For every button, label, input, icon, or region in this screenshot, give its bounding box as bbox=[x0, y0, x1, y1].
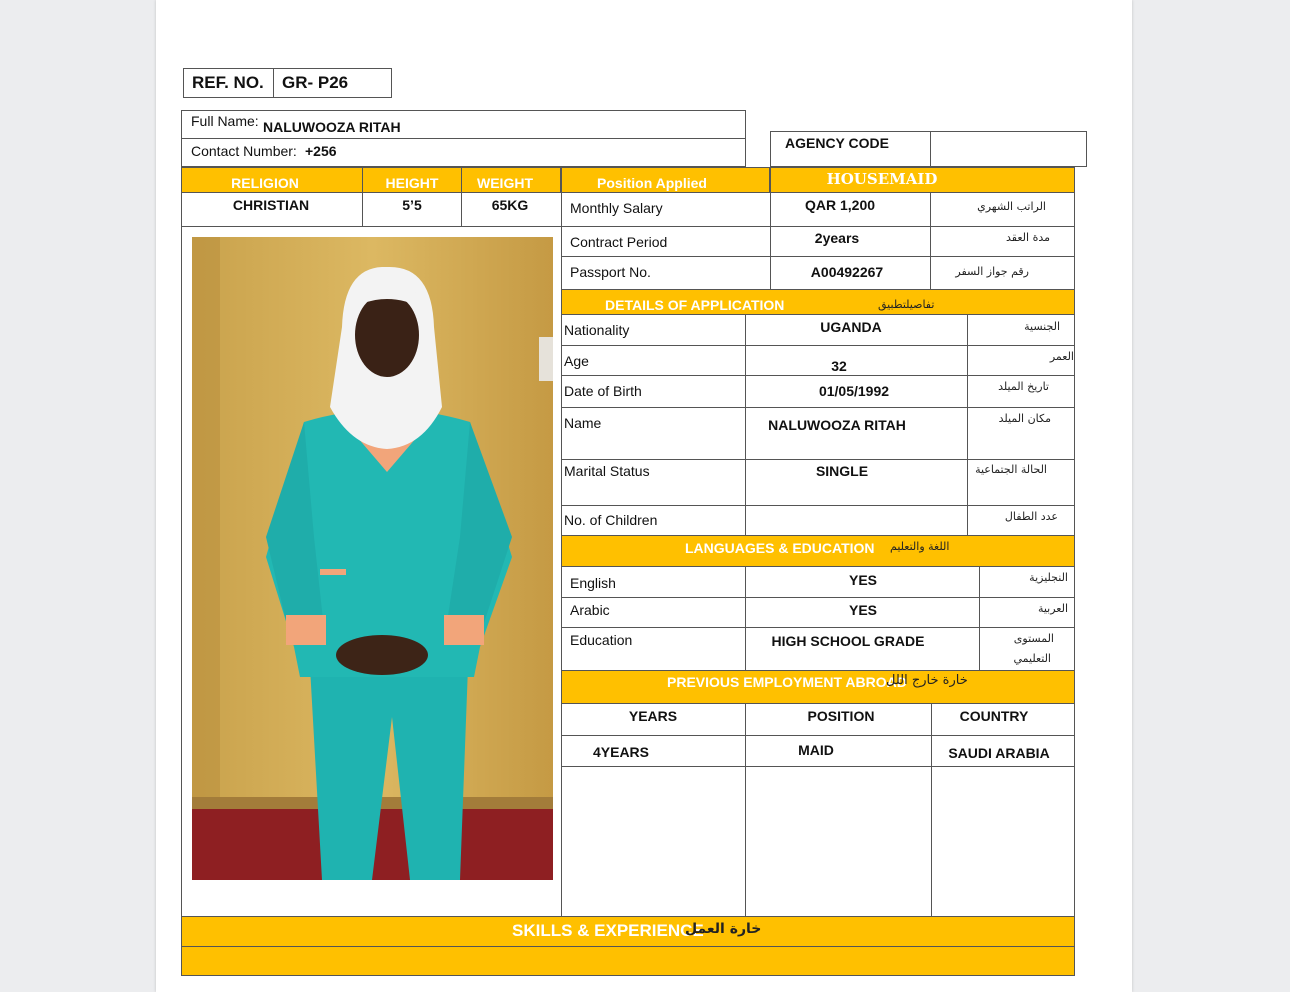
full-name-label: Full Name: bbox=[191, 113, 259, 129]
skills-title-arabic: خارة العمل bbox=[685, 921, 762, 937]
age-label: Age bbox=[564, 353, 589, 369]
details-title-arabic: تفاصيلتطبيق bbox=[878, 298, 935, 311]
salary-value: QAR 1,200 bbox=[804, 197, 876, 213]
dob-value: 01/05/1992 bbox=[818, 383, 890, 399]
full-name-value: NALUWOOZA RITAH bbox=[263, 119, 401, 135]
english-arabic: النجليزية bbox=[1029, 571, 1068, 584]
agency-code-label: AGENCY CODE bbox=[785, 135, 889, 151]
age-arabic: العمر bbox=[1049, 350, 1074, 363]
age-value: 32 bbox=[831, 358, 847, 374]
religion-label: RELIGION bbox=[231, 175, 299, 191]
position-label: Position Applied bbox=[597, 175, 707, 191]
weight-label: WEIGHT bbox=[477, 175, 533, 191]
ref-value: GR- P26 bbox=[282, 73, 349, 92]
candidate-photo-illustration bbox=[192, 237, 553, 880]
education-arabic-line2: التعليمي bbox=[1013, 652, 1051, 665]
contact-value: +256 bbox=[305, 143, 337, 159]
employment-country-value: SAUDI ARABIA bbox=[948, 745, 1050, 761]
dob-label: Date of Birth bbox=[564, 383, 642, 399]
dob-arabic: تاريخ الميلد bbox=[998, 380, 1049, 393]
marital-label: Marital Status bbox=[564, 463, 650, 479]
contract-arabic: مدة العقد bbox=[1006, 231, 1050, 244]
weight-value: 65KG bbox=[491, 197, 529, 213]
contract-value: 2years bbox=[814, 230, 860, 246]
english-label: English bbox=[570, 575, 616, 591]
height-label: HEIGHT bbox=[385, 175, 439, 191]
nationality-value: UGANDA bbox=[820, 319, 882, 335]
document-page bbox=[156, 0, 1132, 992]
salary-label: Monthly Salary bbox=[570, 200, 663, 216]
marital-arabic: الحالة الجتماعية bbox=[975, 463, 1047, 476]
candidate-photo bbox=[192, 237, 553, 880]
employment-title-arabic: خارة خارج اللل bbox=[886, 673, 968, 688]
nationality-arabic: الجنسية bbox=[1024, 320, 1060, 333]
name-label: Name bbox=[564, 415, 602, 431]
marital-value: SINGLE bbox=[815, 463, 869, 479]
employment-position-header: POSITION bbox=[807, 708, 875, 724]
education-label: Education bbox=[570, 632, 633, 648]
employment-position-value: MAID bbox=[798, 742, 834, 758]
skills-title: SKILLS & EXPERIENCE bbox=[512, 921, 704, 940]
name-arabic: مكان الميلد bbox=[998, 412, 1051, 425]
languages-title-arabic: اللغة والتعليم bbox=[890, 540, 950, 553]
passport-label: Passport No. bbox=[570, 264, 651, 280]
children-label: No. of Children bbox=[564, 512, 658, 528]
position-value: HOUSEMAID bbox=[826, 170, 938, 188]
arabic-arabic: العربية bbox=[1037, 602, 1068, 615]
ref-label: REF. NO. bbox=[192, 73, 264, 92]
details-title: DETAILS OF APPLICATION bbox=[605, 297, 785, 313]
children-arabic: عدد الطفال bbox=[1004, 510, 1058, 523]
employment-years-value: 4YEARS bbox=[592, 744, 650, 760]
employment-years-header: YEARS bbox=[628, 708, 678, 724]
salary-arabic: الراتب الشهري bbox=[977, 200, 1046, 213]
passport-arabic: رقم جواز السفر bbox=[955, 265, 1029, 278]
contact-label: Contact Number: bbox=[191, 143, 297, 159]
nationality-label: Nationality bbox=[564, 322, 630, 338]
employment-country-header: COUNTRY bbox=[959, 708, 1029, 724]
languages-title: LANGUAGES & EDUCATION bbox=[685, 540, 875, 556]
english-value: YES bbox=[848, 572, 878, 588]
name-value: NALUWOOZA RITAH bbox=[768, 417, 906, 433]
education-arabic-line1: المستوى bbox=[1013, 632, 1054, 645]
height-value: 5’5 bbox=[402, 197, 422, 213]
religion-value: CHRISTIAN bbox=[232, 197, 310, 213]
arabic-value: YES bbox=[848, 602, 878, 618]
education-value: HIGH SCHOOL GRADE bbox=[771, 633, 925, 649]
passport-value: A00492267 bbox=[810, 264, 884, 280]
employment-title: PREVIOUS EMPLOYMENT ABROAD bbox=[667, 674, 907, 690]
arabic-label: Arabic bbox=[570, 602, 610, 618]
contract-label: Contract Period bbox=[570, 234, 668, 250]
